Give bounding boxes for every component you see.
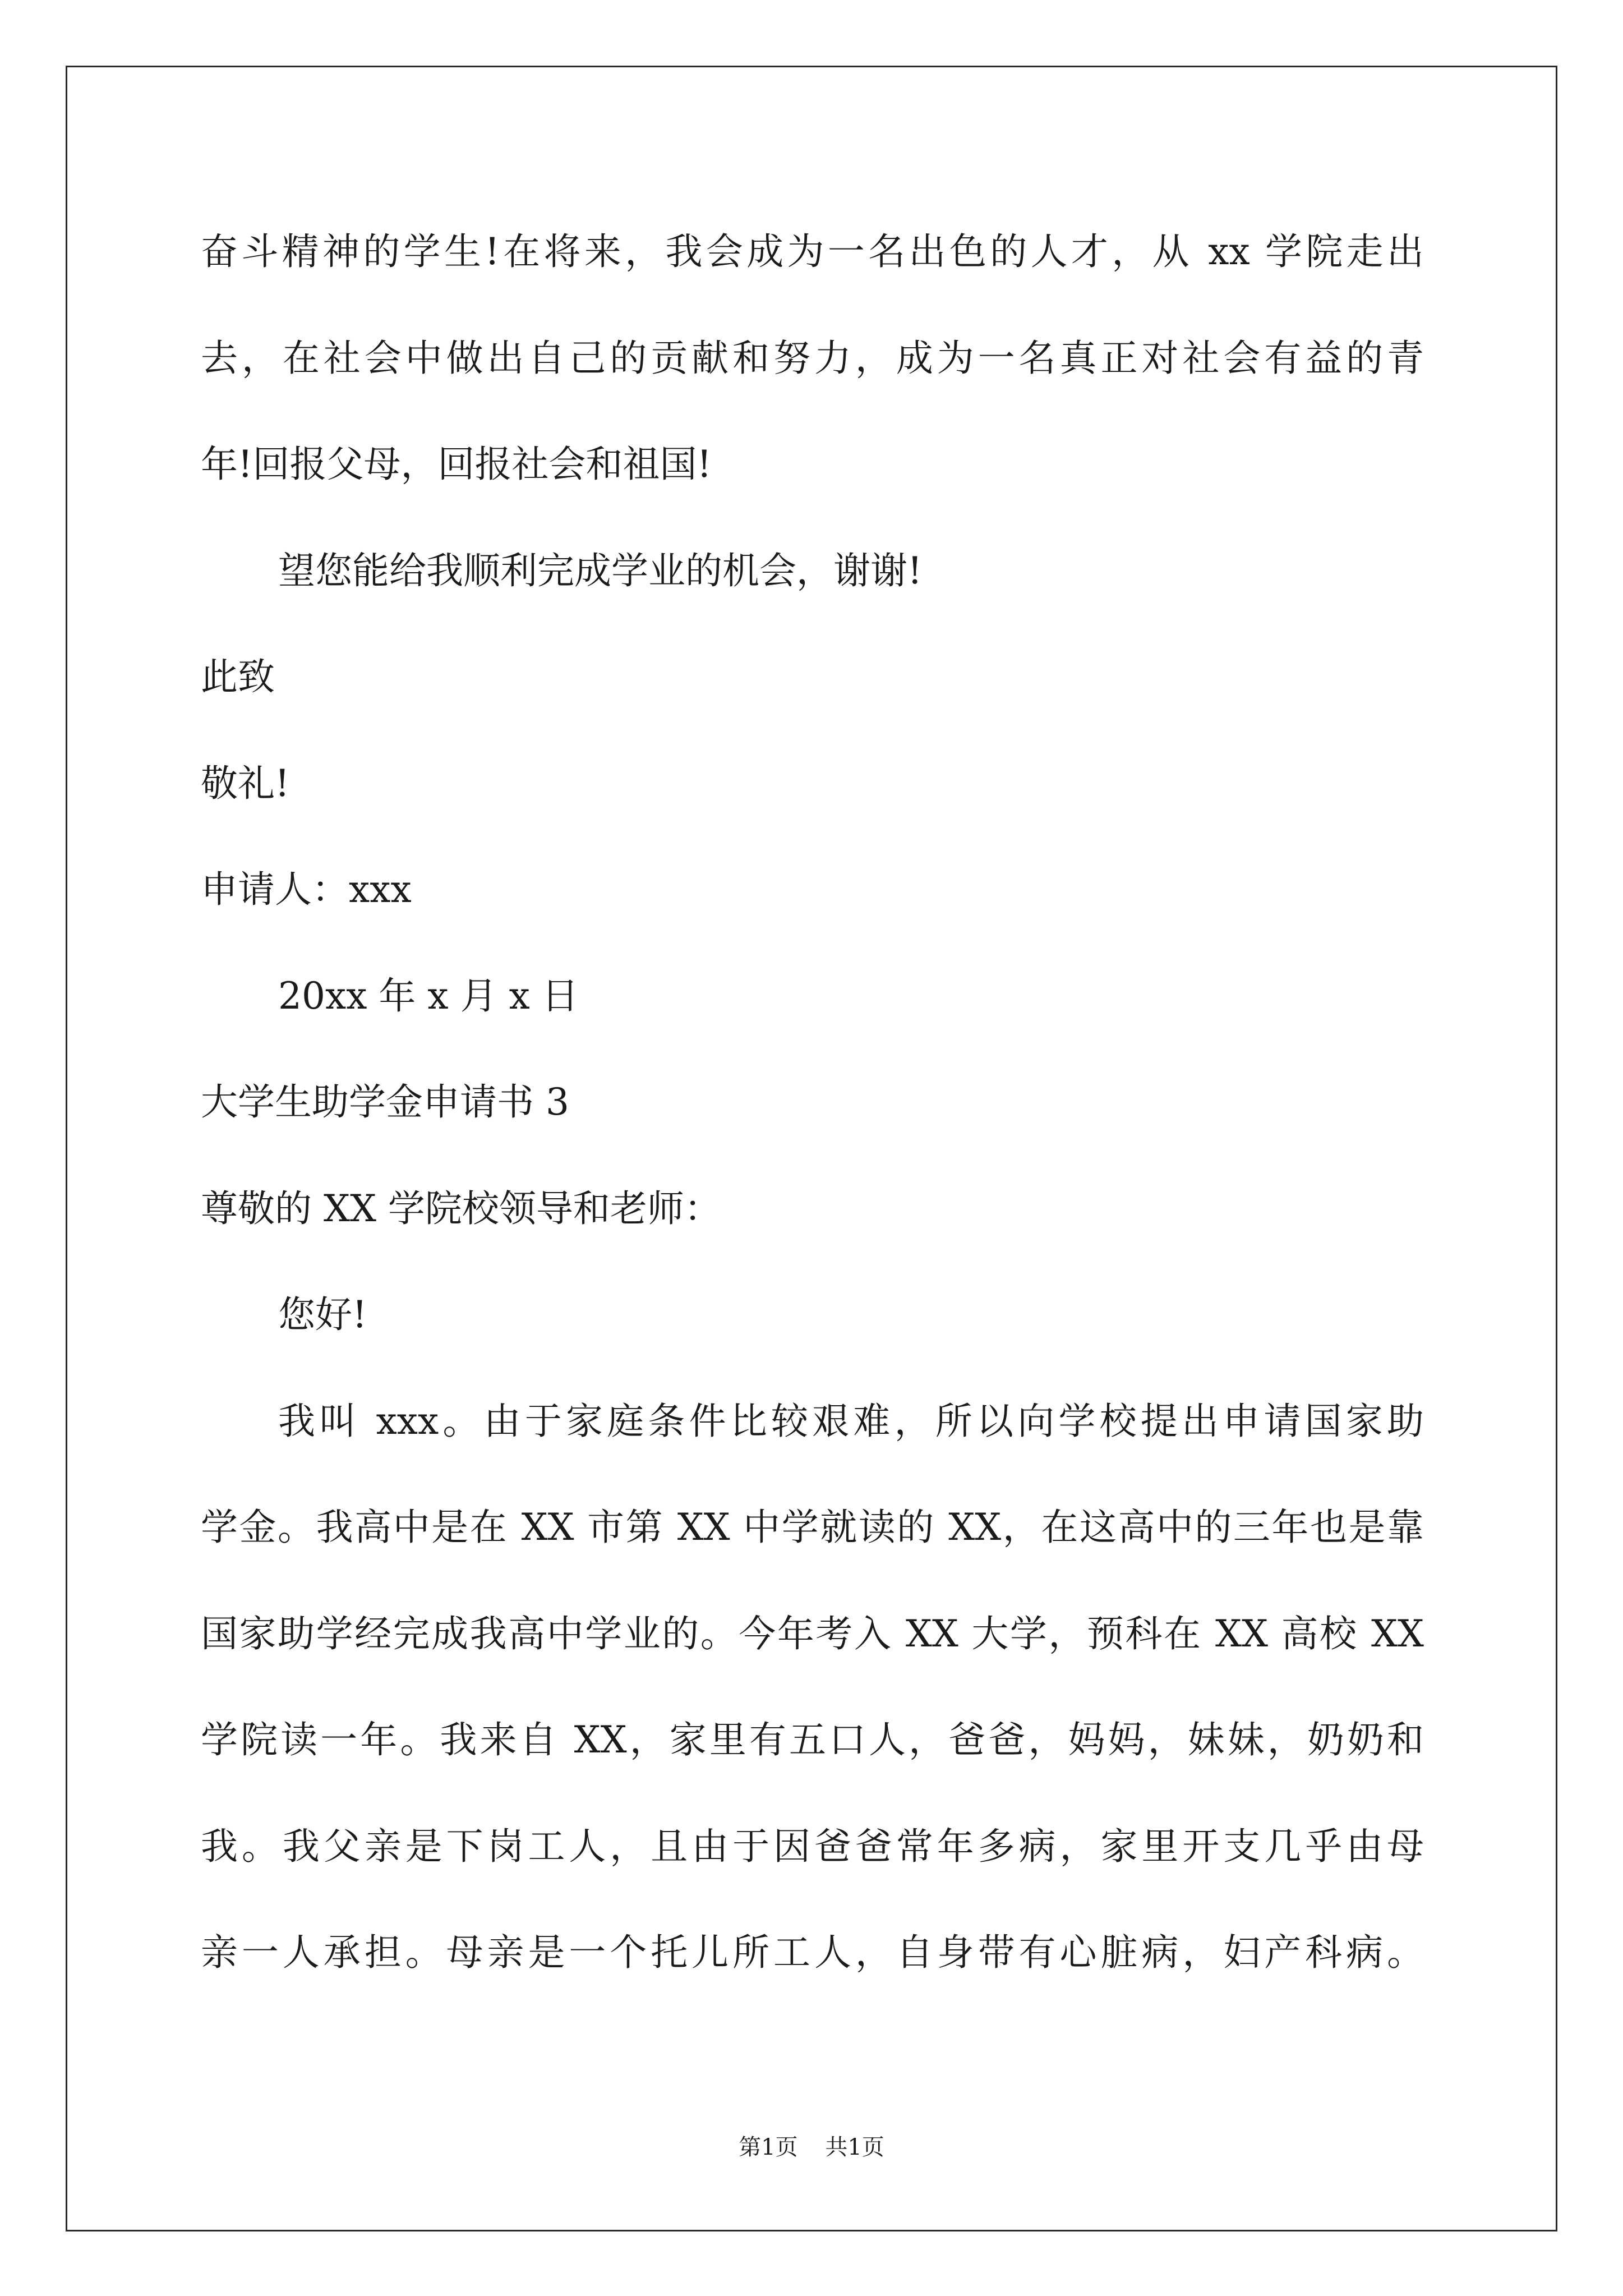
document-body bbox=[201, 199, 1424, 2006]
applicant-signature: 申请人：xxx bbox=[201, 868, 412, 911]
body-line: 我。我父亲是下岗工人，且由于因爸爸常年多病，家里开支几乎由母 bbox=[201, 1824, 1424, 1868]
page-number: 第1页 bbox=[739, 2134, 798, 2160]
closing-wish: 望您能给我顺利完成学业的机会，谢谢! bbox=[278, 549, 923, 592]
body-line: 学金。我高中是在 XX 市第 XX 中学就读的 XX，在这高中的三年也是靠 bbox=[201, 1506, 1424, 1549]
body-line: 我叫 xxx。由于家庭条件比较艰难，所以向学校提出申请国家助 bbox=[278, 1399, 1424, 1443]
page-total: 共1页 bbox=[825, 2134, 884, 2160]
letter-date: 20xx 年 x 月 x 日 bbox=[278, 974, 579, 1018]
salutation-close: 此致 bbox=[201, 655, 275, 698]
greeting-hello: 您好! bbox=[278, 1293, 367, 1336]
letter-greeting: 尊敬的 XX 学院校领导和老师： bbox=[201, 1186, 721, 1230]
body-line: 去，在社会中做出自己的贡献和努力，成为一名真正对社会有益的青 bbox=[201, 336, 1424, 380]
body-line: 亲一人承担。母亲是一个托儿所工人，自身带有心脏病，妇产科病。 bbox=[201, 1931, 1424, 1974]
salutation-regards: 敬礼! bbox=[201, 761, 290, 805]
body-line: 国家助学经完成我高中学业的。今年考入 XX 大学，预科在 XX 高校 XX bbox=[201, 1612, 1424, 1655]
body-line: 年!回报父母，回报社会和祖国! bbox=[201, 443, 712, 486]
page-footer bbox=[0, 2132, 1623, 2163]
section-title: 大学生助学金申请书 3 bbox=[201, 1080, 569, 1124]
body-line: 奋斗精神的学生!在将来，我会成为一名出色的人才，从 xx 学院走出 bbox=[201, 230, 1424, 273]
body-line: 学院读一年。我来自 XX，家里有五口人，爸爸，妈妈，妹妹，奶奶和 bbox=[201, 1718, 1424, 1761]
